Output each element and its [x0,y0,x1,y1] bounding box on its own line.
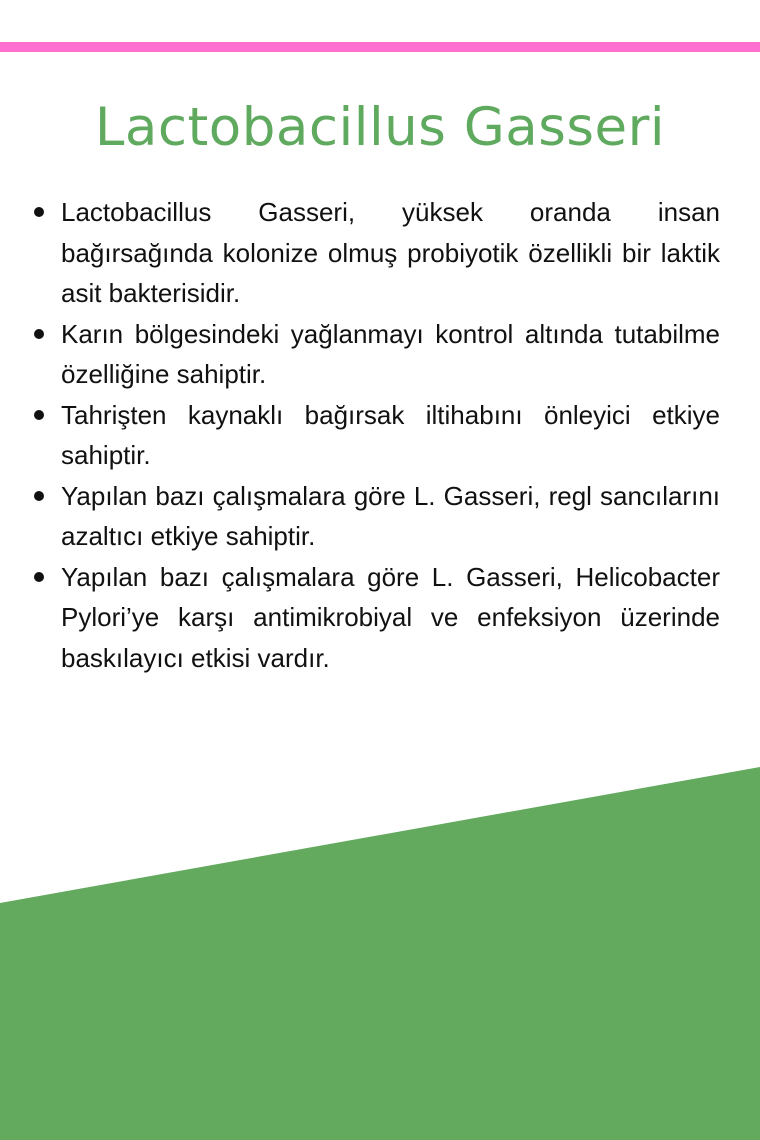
bullet-text: Tahrişten kaynaklı bağırsak iltihabını önleyici etkiye sahiptir. [61,399,720,470]
bullet-text: Lactobacillus Gasseri, yüksek oranda insan bağırsağında kolonize olmuş probiyotik özellikli bir laktik asit bakterisidir. [61,197,720,308]
bullet-text: Yapılan bazı çalışmalara göre L. Gasseri, regl sancılarını azaltıcı etkiye sahiptir. [61,480,720,551]
bullet-text: Yapılan bazı çalışmalara göre L. Gasseri, Helicobacter Pylori’ye karşı antimikrobiyal ve enfeksiyon üzerinde baskılayıcı etkisi vardır. [61,561,720,673]
green-polygon [0,767,760,1140]
bullet-text: Karın bölgesindeki yağlanmayı kontrol altında tutabilme özelliğine sahiptir. [61,318,720,389]
page-title: Lactobacillus Gasseri [94,97,666,158]
